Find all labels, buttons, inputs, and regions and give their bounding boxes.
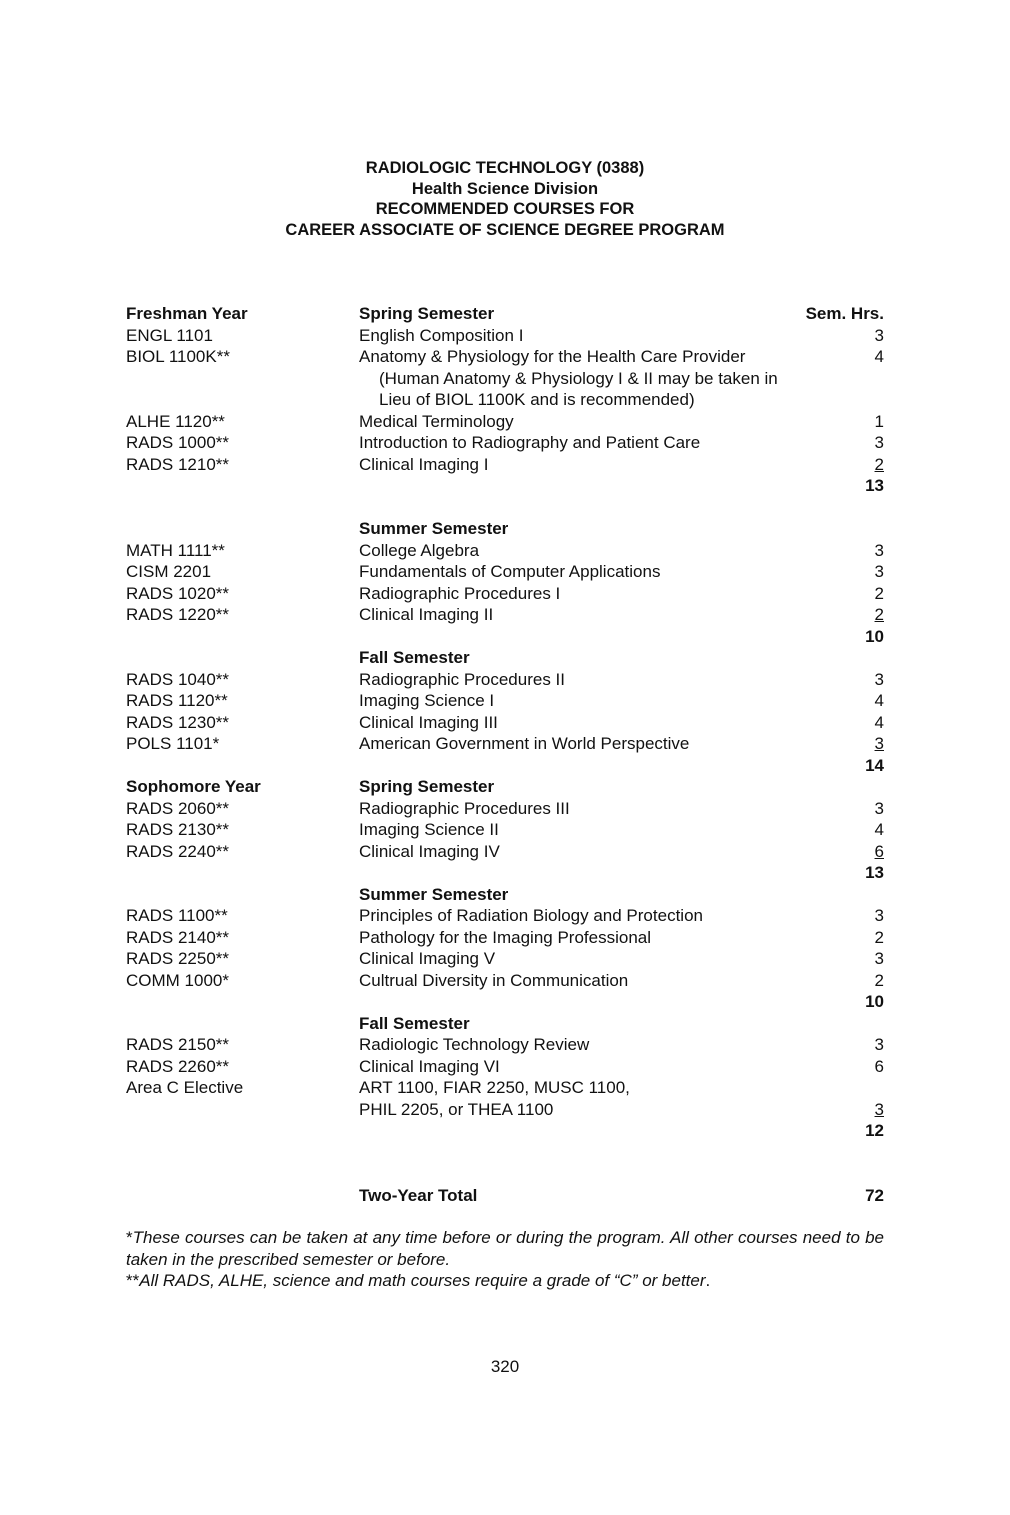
course-title: Radiographic Procedures III (359, 798, 570, 818)
course-row (126, 669, 884, 691)
semester-label: Fall Semester (359, 1013, 470, 1033)
course-code: Area C Elective (126, 1078, 244, 1097)
semester-total-row (126, 755, 884, 777)
spacer (126, 1142, 884, 1164)
course-title-continued: PHIL 2205, or THEA 1100 (359, 1099, 554, 1119)
course-row (126, 970, 884, 992)
course-hours: 2 (874, 454, 884, 474)
course-row (126, 819, 884, 841)
course-hours: 2 (874, 605, 884, 624)
course-row (126, 841, 884, 863)
course-title: Clinical Imaging VI (359, 1056, 500, 1076)
course-hours: 2 (874, 970, 884, 990)
course-title: Pathology for the Imaging Professional (359, 927, 652, 947)
course-row (126, 540, 884, 562)
footnotes (126, 1227, 884, 1292)
course-row (126, 1077, 884, 1099)
course-hours: 4 (874, 691, 884, 710)
semester-label: Fall Semester (359, 648, 470, 667)
semester-heading-row (126, 776, 884, 798)
course-hours: 4 (874, 820, 884, 839)
semester-total: 10 (865, 626, 884, 646)
course-code: RADS 2060** (126, 798, 230, 818)
course-code: RADS 2250** (126, 949, 230, 968)
course-code: CISM 2201 (126, 562, 212, 581)
semester-label: Summer Semester (359, 884, 509, 904)
course-code: ENGL 1101 (126, 325, 213, 345)
course-code: RADS 1210** (126, 454, 230, 474)
footnote-marker: * (126, 1228, 133, 1247)
course-title: College Algebra (359, 540, 480, 560)
course-hours: 3 (874, 949, 884, 968)
course-table (126, 303, 884, 1206)
year-label: Freshman Year (126, 304, 248, 323)
course-title: Imaging Science II (359, 820, 499, 839)
course-hours: 4 (874, 712, 884, 732)
course-row (126, 690, 884, 712)
course-row (126, 583, 884, 605)
semester-heading-row (126, 884, 884, 906)
footnote-text: These courses can be taken at any time before or during the program. All other courses need to be taken in the prescribed semester or before. (126, 1228, 884, 1269)
course-row (126, 454, 884, 476)
semester-heading-row (126, 1013, 884, 1035)
course-hours: 3 (874, 798, 884, 818)
semester-total-row (126, 475, 884, 497)
spacer (126, 1163, 884, 1185)
recommended-heading: RECOMMENDED COURSES FOR (375, 200, 635, 218)
program-title: RADIOLOGIC TECHNOLOGY (0388) (365, 159, 645, 177)
table-heading-row (126, 303, 884, 325)
course-row (126, 561, 884, 583)
course-hours: 3 (874, 1035, 884, 1054)
hours-header: Sem. Hrs. (805, 304, 884, 323)
course-code: BIOL 1100K** (126, 347, 230, 366)
course-row (126, 712, 884, 734)
course-code: RADS 2260** (126, 1056, 230, 1076)
course-title: Introduction to Radiography and Patient Care (359, 433, 701, 452)
semester-label: Spring Semester (359, 304, 495, 323)
course-hours: 3 (874, 325, 884, 345)
semester-label: Spring Semester (359, 777, 495, 796)
course-code: COMM 1000* (126, 970, 229, 990)
course-title: Clinical Imaging V (359, 949, 496, 968)
course-hours: 3 (874, 1099, 884, 1119)
footnote-single-star (126, 1227, 884, 1270)
course-row (126, 1099, 884, 1121)
total-label: Two-Year Total (359, 1185, 478, 1205)
course-code: RADS 2240** (126, 841, 230, 861)
course-note: Lieu of BIOL 1100K and is recommended) (379, 390, 695, 409)
course-title: English Composition I (359, 325, 524, 345)
course-code: RADS 1040** (126, 669, 230, 689)
course-title: Anatomy & Physiology for the Health Care Provider (359, 347, 746, 366)
semester-total: 12 (865, 1121, 884, 1140)
semester-total: 13 (865, 476, 884, 495)
course-title: Clinical Imaging IV (359, 841, 500, 861)
semester-total-row (126, 626, 884, 648)
total-value: 72 (865, 1185, 884, 1205)
semester-total: 10 (865, 992, 884, 1011)
course-title: American Government in World Perspective (359, 734, 690, 753)
course-code: RADS 2140** (126, 927, 230, 947)
course-hours: 4 (874, 347, 884, 366)
course-row (126, 733, 884, 755)
course-row (126, 411, 884, 433)
semester-total-row (126, 1120, 884, 1142)
course-note-row (126, 368, 884, 390)
semester-total: 13 (865, 863, 884, 882)
course-title: Principles of Radiation Biology and Protection (359, 906, 703, 925)
document-header (0, 158, 1010, 240)
course-code: RADS 1000** (126, 433, 230, 452)
course-title: Medical Terminology (359, 411, 514, 431)
course-code: RADS 2150** (126, 1035, 230, 1054)
semester-heading-row (126, 518, 884, 540)
course-title: Fundamentals of Computer Applications (359, 562, 661, 581)
course-title: Clinical Imaging II (359, 605, 494, 624)
course-code: RADS 1120** (126, 691, 228, 710)
course-code: MATH 1111** (126, 540, 225, 560)
course-title: Imaging Science I (359, 691, 495, 710)
course-code: ALHE 1120** (126, 411, 225, 431)
semester-total-row (126, 991, 884, 1013)
course-hours: 3 (874, 669, 884, 689)
course-code: RADS 1230** (126, 712, 230, 732)
course-row (126, 948, 884, 970)
course-title: Clinical Imaging I (359, 454, 489, 474)
course-title: ART 1100, FIAR 2250, MUSC 1100, (359, 1078, 630, 1097)
course-title: Radiographic Procedures I (359, 583, 561, 603)
course-row (126, 927, 884, 949)
semester-heading-row (126, 647, 884, 669)
footnote-period: . (705, 1271, 711, 1290)
course-row (126, 905, 884, 927)
course-hours: 3 (874, 734, 884, 753)
course-row (126, 346, 884, 368)
degree-program-heading: CAREER ASSOCIATE OF SCIENCE DEGREE PROGRAM (285, 220, 725, 239)
course-title: Radiologic Technology Review (359, 1035, 590, 1054)
course-row (126, 325, 884, 347)
year-label: Sophomore Year (126, 777, 261, 796)
course-title: Clinical Imaging III (359, 712, 498, 732)
course-hours: 3 (874, 906, 884, 925)
semester-label: Summer Semester (359, 519, 509, 538)
course-note: (Human Anatomy & Physiology I & II may be taken in (379, 368, 778, 388)
course-row (126, 1056, 884, 1078)
course-code: RADS 1020** (126, 583, 230, 603)
course-hours: 2 (874, 927, 884, 947)
footnote-double-star (126, 1270, 884, 1292)
course-row (126, 604, 884, 626)
footnote-marker: ** (126, 1271, 140, 1290)
spacer (126, 497, 884, 519)
course-hours: 3 (874, 540, 884, 560)
course-row (126, 1034, 884, 1056)
course-row (126, 798, 884, 820)
footnote-text: All RADS, ALHE, science and math courses require a grade of “C” or better (139, 1271, 706, 1290)
course-note-row (126, 389, 884, 411)
course-title: Radiographic Procedures II (359, 669, 566, 689)
course-hours: 3 (874, 562, 884, 581)
semester-total-row (126, 862, 884, 884)
course-code: RADS 1220** (126, 605, 230, 624)
page-number: 320 (490, 1357, 520, 1376)
course-hours: 1 (874, 411, 884, 431)
course-title: Cultrual Diversity in Communication (359, 970, 629, 990)
course-code: RADS 2130** (126, 820, 230, 839)
course-hours: 6 (874, 1056, 884, 1076)
division-name: Health Science Division (411, 179, 599, 198)
course-code: RADS 1100** (126, 906, 228, 925)
course-hours: 2 (874, 583, 884, 603)
course-row (126, 432, 884, 454)
grand-total-row (126, 1185, 884, 1207)
semester-total: 14 (865, 755, 884, 775)
course-hours: 3 (874, 433, 884, 452)
course-hours: 6 (874, 841, 884, 861)
course-code: POLS 1101* (126, 734, 220, 753)
